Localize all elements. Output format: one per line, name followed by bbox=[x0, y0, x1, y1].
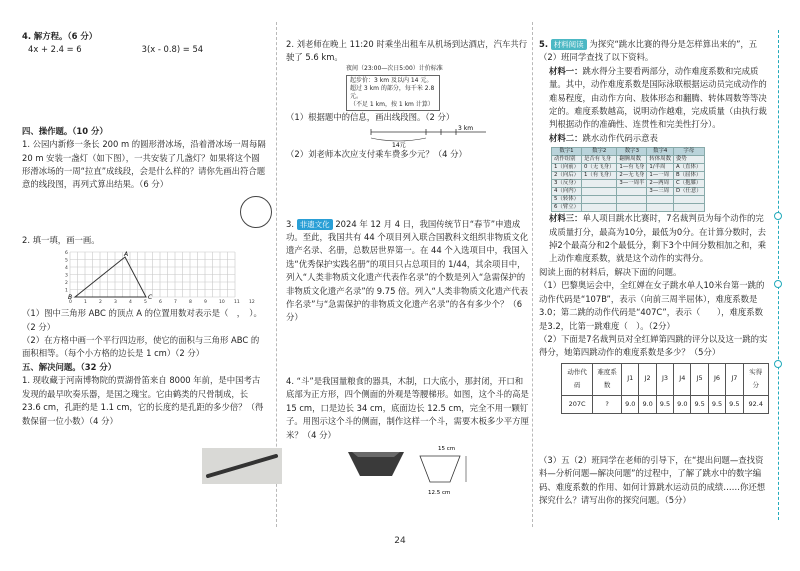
code-table-cell: C（抱膝） bbox=[673, 180, 704, 188]
code-table-cell: 4（向内） bbox=[552, 188, 582, 196]
code-table-cell: 5（转体） bbox=[552, 196, 582, 204]
x-tick-label: 11 bbox=[234, 300, 240, 306]
material-1-text: 跳水得分主要看两部分，动作难度系数和完成质量。其中，动作难度系数是国际泳联根据运动员完成动作的难易程度，由动作方向、肢体形态和翻腾、转体周数等等决定的。难度系数越高，说明动作越难，完成质量（由执行裁判根据动作的准确性、连贯性和完美性打分）。 bbox=[549, 65, 767, 130]
operation-question-1: 1. 公园内新修一条长 200 m 的圆形滑冰场，沿着滑冰场一周每隔 20 m 安装一盏灯（如下图），一共安装了几盏灯？如果将这个圆形滑冰场的一周“拉直”成线段，会是什么样的？请你先画出符合题意的线段图，再列式算出结果。（6 分） bbox=[22, 139, 266, 190]
code-table-header: 数字2 bbox=[582, 148, 617, 156]
code-table-cell bbox=[673, 204, 704, 212]
x-tick-label: 5 bbox=[144, 300, 147, 306]
code-table-cell: A（直体） bbox=[673, 164, 704, 172]
code-table-header: 字母 bbox=[673, 148, 704, 156]
x-tick-label: 9 bbox=[204, 300, 207, 306]
code-table-title-cell: 转体周数 bbox=[647, 156, 674, 164]
rink-circle-icon bbox=[240, 196, 272, 228]
y-tick-label: 4 bbox=[65, 266, 68, 272]
code-table-row bbox=[552, 172, 705, 180]
side-decoration-line bbox=[778, 30, 779, 520]
score-table-cell: 9.5 bbox=[708, 395, 725, 413]
column-right bbox=[539, 0, 769, 545]
section-4-title: 四、操作题。（10 分） bbox=[22, 125, 108, 136]
code-table-cell bbox=[582, 188, 617, 196]
code-table-row bbox=[552, 204, 705, 212]
material-3 bbox=[539, 212, 769, 266]
equation-2: 3(x - 0.8) = 54 bbox=[141, 44, 204, 55]
x-tick-label: 2 bbox=[99, 300, 102, 306]
material-2-title: 材料二： bbox=[549, 132, 583, 143]
code-table-title-cell: 翻腾周数 bbox=[617, 156, 647, 164]
bone-flute-image bbox=[202, 448, 282, 484]
answer-space bbox=[22, 57, 266, 125]
code-table-title-cell: 是否有飞身 bbox=[582, 156, 617, 164]
question-2-part-2: （2）刘老师本次应支付乘车费多少元？（4 分） bbox=[286, 149, 467, 160]
point-b-label: B bbox=[68, 294, 73, 302]
question-5-body: 为探究“跳水比赛的得分是怎样算出来的”，五（2）班同学查找了以下资料。 bbox=[539, 39, 758, 63]
score-table-cell: 9.5 bbox=[656, 395, 673, 413]
y-tick-label: 5 bbox=[65, 258, 68, 264]
score-table-header: J5 bbox=[691, 363, 708, 395]
material-1 bbox=[539, 65, 769, 132]
score-table-cell: 9.5 bbox=[691, 395, 708, 413]
score-table-header: J3 bbox=[656, 363, 673, 395]
segment-diagram bbox=[366, 124, 496, 148]
y-tick-label: 6 bbox=[65, 251, 68, 257]
code-table-cell bbox=[647, 196, 674, 204]
sub-question-3: （3）五（2）班同学在老师的引导下，在“提出问题—查找资料—分析问题—解决问题”的过程中，了解了跳水中的数字编码、难度系数的作用、如何计算跳水运动员的成绩……你还想探究什么？请写出你的探究问题。（5分） bbox=[539, 454, 766, 506]
column-left bbox=[22, 0, 266, 545]
score-table-header: 难度系数 bbox=[593, 363, 622, 395]
code-table-row bbox=[552, 180, 705, 188]
score-table-cell: 9.0 bbox=[639, 395, 656, 413]
code-table-cell: 2—无飞身 bbox=[617, 172, 647, 180]
trapezoid-diagram bbox=[416, 442, 476, 498]
code-table-cell: 6（臂立） bbox=[552, 204, 582, 212]
code-table-cell bbox=[673, 196, 704, 204]
equation-1: 4x + 2.4 = 6 bbox=[28, 44, 82, 55]
operation-question-2-part-1: （1）图中三角形 ABC 的顶点 A 的位置用数对表示是（ ， ）。（2 分） bbox=[22, 308, 262, 332]
x-tick-label: 3 bbox=[114, 300, 117, 306]
operation-question-2-part-2: （2）在方格中画一个平行四边形，使它的面积与三角形 ABC 的面积相等。（每个小方格的边长是 1 cm）（2 分） bbox=[22, 335, 260, 359]
x-tick-label: 4 bbox=[129, 300, 132, 306]
x-tick-label: 1 bbox=[84, 300, 87, 306]
score-table bbox=[561, 363, 769, 414]
score-table-cell: 9.0 bbox=[674, 395, 691, 413]
score-table-header: J4 bbox=[674, 363, 691, 395]
column-divider-right bbox=[532, 22, 533, 527]
sub-question-1: （1）巴黎奥运会中，全红婵在女子跳水单人10米台第一跳的动作代码是“107B”，表示（向前三周半屈体），难度系数是3.0；第二跳的动作代码是“407C”，表示（ ），难度系数是3.2，比第一跳难度（ ）。（2分） bbox=[539, 280, 765, 331]
question-5-number: 5. bbox=[539, 39, 549, 49]
material-reading-tag: 材料阅读 bbox=[551, 39, 587, 50]
code-table-title-cell: 动作组别 bbox=[552, 156, 582, 164]
code-table-cell: 0（无飞身） bbox=[582, 164, 617, 172]
fare-table bbox=[346, 75, 440, 111]
code-table-cell: 2（向后） bbox=[552, 172, 582, 180]
score-table-header: J6 bbox=[708, 363, 725, 395]
question-2-part-1: （1）根据题中的信息，画出线段图。（2 分） bbox=[286, 111, 455, 122]
code-table-cell: 2—两周 bbox=[647, 180, 674, 188]
side-decoration-dot bbox=[774, 212, 782, 220]
material-2-subtitle: 跳水动作代码示意表 bbox=[582, 132, 658, 143]
segment-label-3km: 3 km bbox=[458, 125, 474, 133]
score-table-cell: 9.0 bbox=[622, 395, 639, 413]
score-table-header: J7 bbox=[726, 363, 743, 395]
point-a-label: A bbox=[124, 251, 129, 259]
code-table-cell: 1—有飞身 bbox=[617, 164, 647, 172]
y-tick-label: 1 bbox=[65, 288, 68, 294]
dimension-bottom: 12.5 cm bbox=[428, 489, 451, 496]
score-table-header: 动作代码 bbox=[562, 363, 593, 395]
code-table-header: 数字4 bbox=[647, 148, 674, 156]
intangible-culture-tag: 非遗文化 bbox=[297, 219, 333, 230]
code-table-cell bbox=[617, 188, 647, 196]
code-table-cell bbox=[582, 204, 617, 212]
code-table-title-cell: 姿势 bbox=[673, 156, 704, 164]
section-5-title: 五、解决问题。（32 分） bbox=[22, 361, 117, 372]
code-table-cell: 3—一周半 bbox=[617, 180, 647, 188]
question-5-intro bbox=[539, 38, 769, 65]
x-tick-label: 10 bbox=[219, 300, 225, 306]
code-table-row bbox=[552, 196, 705, 204]
x-tick-label: 8 bbox=[189, 300, 192, 306]
score-table-cell: 92.4 bbox=[743, 395, 768, 413]
side-decoration-dot bbox=[774, 280, 782, 288]
y-tick-label: 3 bbox=[65, 273, 68, 279]
material-1-title: 材料一： bbox=[549, 65, 583, 76]
question-4-title: 4. 解方程。（6 分） bbox=[22, 31, 98, 41]
triangle-abc bbox=[75, 257, 146, 297]
side-decoration-dot bbox=[774, 360, 782, 368]
solve-question-1: 1. 现收藏于河南博物院的贾湖骨笛来自 8000 年前，是中国考古发现的最早吹奏乐器，是国之瑰宝。它由鹤类的尺骨制成，长 23.6 cm，孔距约是 1.1 cm，它的长度约是孔距的多少倍？（得数保留一位小数）（4 分） bbox=[22, 375, 264, 426]
question-4-text: 4. “斗”是我国量粮食的器具，木制，口大底小，那封闭，开口和底部为正方形，四个侧面的外观是等腰梯形。如图，这个斗的高是 15 cm，口是边长 34 cm，底面边长 12.5 cm，完全不用一颗钉子。用图示这个斗的侧面，制作这样一个斗，需要木板多少平方厘米？（4 分） bbox=[286, 375, 529, 440]
x-tick-label: 0 bbox=[69, 300, 72, 306]
score-table-cell: 207C bbox=[562, 395, 593, 413]
dive-code-table bbox=[551, 147, 705, 212]
fare-table-title: 夜间（23:00—次日5:00）计价标准 bbox=[346, 64, 443, 72]
material-2 bbox=[539, 132, 769, 145]
fare-line-3: （不足 1 km，按 1 km 计算） bbox=[350, 100, 434, 108]
fare-line-2: 超过 3 km 的部分，每千米 2.8 元。 bbox=[350, 84, 435, 100]
code-table-cell: 3（反身） bbox=[552, 180, 582, 188]
reading-question-prompt: 阅读上面的材料后，解决下面的问题。 bbox=[539, 266, 682, 277]
code-table-cell: 3—三周 bbox=[647, 188, 674, 196]
code-table-row bbox=[552, 164, 705, 172]
code-table-cell: B（屈体） bbox=[673, 172, 704, 180]
score-table-header: J1 bbox=[622, 363, 639, 395]
material-3-text: 单人项目跳水比赛时，7名裁判员为每个动作的完成质量打分，最高为10分，最低为0分。在计算分数时，去掉2个最高分和2个最低分，剩下3个中间分数相加之和，乘上动作难度系数，就是这个动作的实得分。 bbox=[549, 213, 766, 264]
code-table-cell: 1—一周 bbox=[647, 172, 674, 180]
score-table-cell: ? bbox=[593, 395, 622, 413]
question-2-text: 2. 刘老师在晚上 11:20 时乘坐出租车从机场到达酒店，汽车共行驶了 5.6 km。 bbox=[286, 39, 528, 63]
code-table-cell: 1（有飞身） bbox=[582, 172, 617, 180]
dou-vessel-image bbox=[346, 448, 406, 480]
coordinate-grid bbox=[62, 247, 255, 307]
question-3-number: 3. bbox=[286, 218, 294, 229]
x-tick-label: 7 bbox=[174, 300, 177, 306]
page-number: 24 bbox=[394, 536, 406, 546]
code-table-cell: 1（向前） bbox=[552, 164, 582, 172]
score-table-header: 实得分 bbox=[743, 363, 768, 395]
code-table-cell bbox=[617, 196, 647, 204]
code-table-cell bbox=[582, 196, 617, 204]
x-tick-label: 12 bbox=[249, 300, 255, 306]
score-table-header: J2 bbox=[639, 363, 656, 395]
x-tick-label: 6 bbox=[159, 300, 162, 306]
column-middle bbox=[286, 0, 529, 545]
code-table-cell: 1/半周 bbox=[647, 164, 674, 172]
dimension-height: 15 cm bbox=[438, 445, 456, 452]
code-table-header: 数字1 bbox=[552, 148, 582, 156]
fare-line-1: 起步价：3 km 及以内 14 元。 bbox=[350, 76, 433, 84]
code-table-cell bbox=[617, 204, 647, 212]
operation-question-2-title: 2. 填一填，画一画。 bbox=[22, 234, 100, 245]
question-3-body: 2024 年 12 月 4 日，我国传统节日“春节”申遗成功。至此，我国共有 44 个项目列入联合国教科文组织非物质文化遗产名录、名册，总数居世界第一。在 44 个入选项目中，我国入选“优秀保护实践名册”的项目只占总项目的 1/44，其余项目中，列入“人类非物质文化遗产代表作名录”的个数是列入“急需保护的非物质文化遗产名录”的 9.75 倍。列入“人类非物质文化遗产代表作名录”与“急需保护的非物质文化遗产名录”的各有多少个？（6 分） bbox=[286, 218, 529, 323]
score-table-cell: 9.5 bbox=[726, 395, 743, 413]
code-table-cell bbox=[647, 204, 674, 212]
code-table-cell bbox=[582, 180, 617, 188]
segment-label-14: 14元 bbox=[392, 142, 406, 150]
material-3-title: 材料三： bbox=[549, 213, 583, 224]
sub-question-2: （2）下面是7名裁判员对全红婵第四跳的评分以及这一跳的实得分，她第四跳动作的难度系数是多少？（5分） bbox=[539, 333, 768, 358]
point-c-label: C bbox=[148, 294, 153, 302]
code-table-header: 数字3 bbox=[617, 148, 647, 156]
code-table-cell: D（任意） bbox=[673, 188, 704, 196]
question-3-text bbox=[286, 218, 529, 325]
y-tick-label: 2 bbox=[65, 281, 68, 287]
code-table-row bbox=[552, 188, 705, 196]
